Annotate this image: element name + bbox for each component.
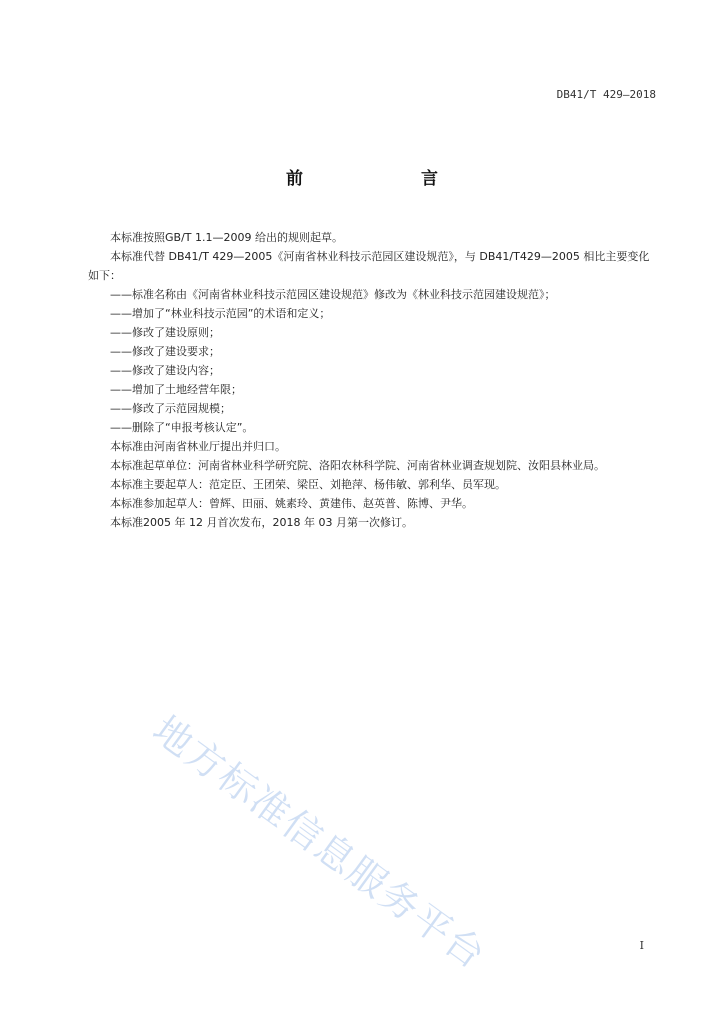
paragraph-proposer: 本标准由河南省林业厅提出并归口。: [110, 440, 286, 453]
paragraph-release-history: 本标准2005 年 12 月首次发布，2018 年 03 月第一次修订。: [110, 516, 413, 529]
document-body: [88, 228, 658, 532]
change-item: ——修改了建设内容；: [110, 364, 220, 377]
paragraph-main-drafters: 本标准主要起草人：范定臣、王团荣、梁臣、刘艳萍、杨伟敏、郭利华、员军现。: [110, 478, 506, 491]
page-number: I: [639, 939, 644, 952]
watermark: 地方标准信息服务平台: [144, 707, 495, 979]
page-title: 前 言: [286, 169, 466, 189]
paragraph-replacement: 本标准代替 DB41/T 429—2005《河南省林业科技示范园区建设规范》，与 DB41/T429—2005 相比主要变化如下：: [88, 250, 650, 282]
change-item: ——增加了土地经营年限；: [110, 383, 242, 396]
paragraph-drafting-rule: 本标准按照GB/T 1.1—2009 给出的规则起草。: [110, 231, 343, 244]
change-item: ——修改了建设要求；: [110, 345, 220, 358]
paragraph-drafting-units: 本标准起草单位：河南省林业科学研究院、洛阳农林科学院、河南省林业调查规划院、汝阳县林业局。: [110, 459, 605, 472]
change-item: ——修改了建设原则；: [110, 326, 220, 339]
change-item: ——标准名称由《河南省林业科技示范园区建设规范》修改为《林业科技示范园建设规范》；: [110, 288, 556, 301]
header-code: DB41/T 429—2018: [556, 88, 656, 101]
change-item: ——删除了“申报考核认定”。: [110, 421, 254, 434]
paragraph-participating-drafters: 本标准参加起草人：曾辉、田丽、姚素玲、黄建伟、赵英普、陈博、尹华。: [110, 497, 473, 510]
change-item: ——增加了“林业科技示范园”的术语和定义；: [110, 307, 331, 320]
change-item: ——修改了示范园规模；: [110, 402, 231, 415]
